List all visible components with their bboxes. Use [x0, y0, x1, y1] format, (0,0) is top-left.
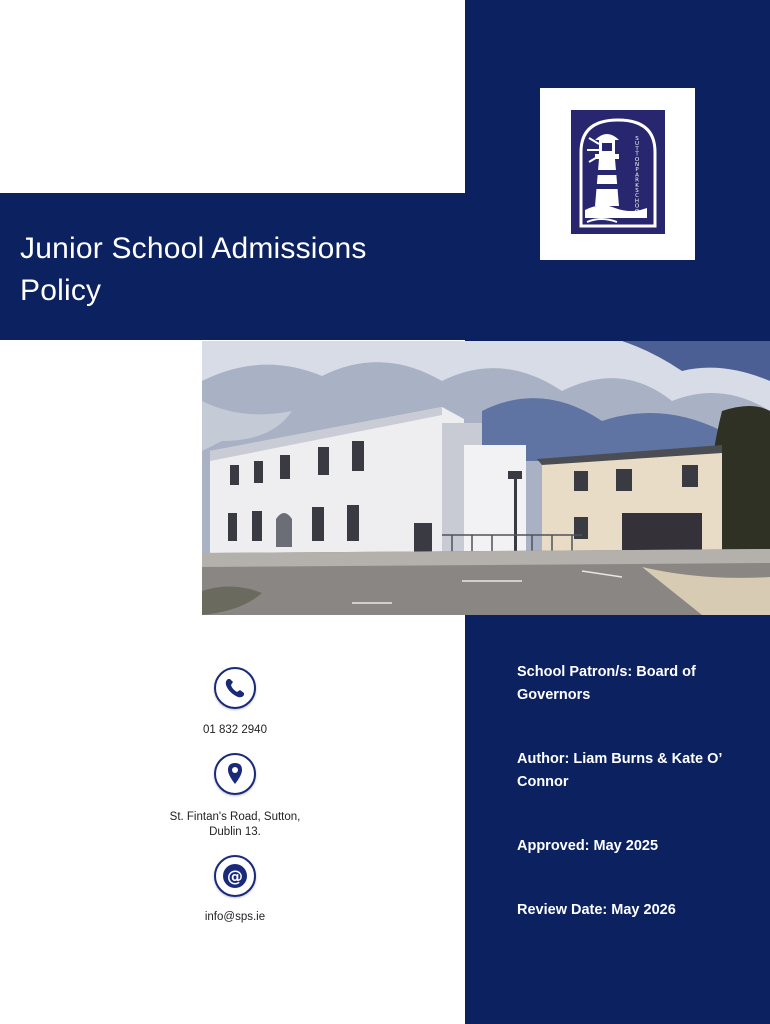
logo-letter: A: [635, 172, 639, 179]
logo-crest: [571, 110, 665, 234]
school-building-image: [202, 341, 770, 615]
logo-letter: S: [635, 136, 639, 142]
phone-number: 01 832 2940: [203, 724, 267, 736]
logo-letter: S: [635, 188, 639, 194]
phone-icon: [214, 667, 256, 709]
logo-letter: R: [635, 177, 639, 184]
document-title: Junior School Admissions Policy: [20, 232, 367, 307]
address: [135, 810, 335, 840]
logo-letter: H: [634, 198, 640, 205]
address-line-1: St. Fintan's Road, Sutton,: [169, 811, 301, 823]
logo-letter: T: [635, 151, 639, 158]
logo-letter: U: [634, 141, 640, 148]
school-logo: [540, 88, 695, 260]
school-building-photo: [202, 341, 770, 615]
logo-letter: L: [635, 214, 639, 220]
location-pin-icon: [214, 753, 256, 795]
logo-letter: T: [635, 146, 639, 153]
logo-letter: C: [635, 193, 639, 200]
svg-text:@: @: [227, 866, 243, 886]
review-date: Review Date: May 2026: [517, 902, 676, 918]
email-address: info@sps.ie: [204, 911, 266, 923]
author: Author: Liam Burns & Kate O’ Connor: [517, 751, 722, 790]
logo-letter: O: [634, 208, 640, 215]
logo-letter: O: [634, 156, 640, 163]
logo-letter: K: [635, 182, 639, 189]
logo-letter: O: [634, 203, 640, 210]
school-patron: School Patron/s: Board of Governors: [517, 664, 696, 703]
at-sign-icon: [214, 855, 256, 897]
lighthouse-crest-icon: [571, 110, 665, 234]
address-line-2: Dublin 13.: [209, 826, 261, 838]
logo-letter: N: [634, 162, 640, 168]
approved-date: Approved: May 2025: [517, 838, 659, 854]
logo-letter: P: [635, 167, 639, 174]
